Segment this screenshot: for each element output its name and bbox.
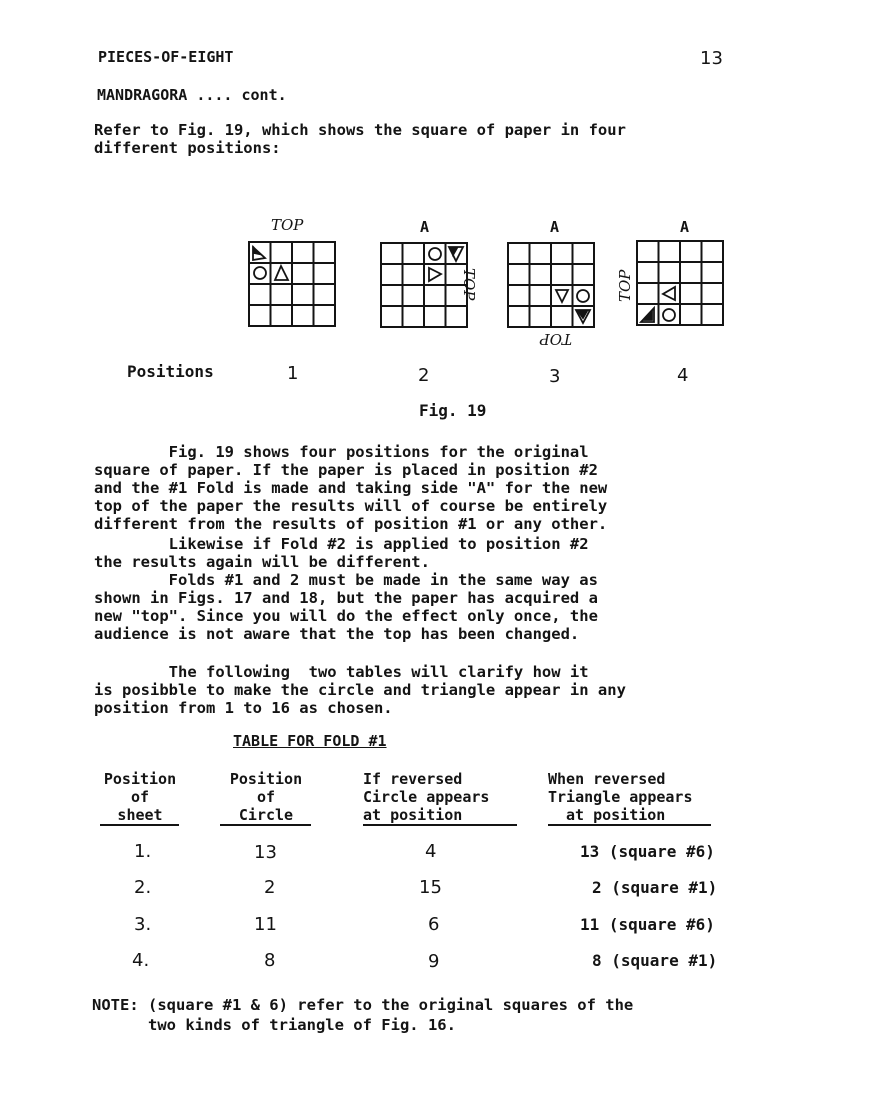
table-cell-sheet: 3. [134, 914, 152, 935]
circle-mark [577, 290, 589, 302]
text-line: square of paper. If the paper is placed in position #2 [94, 461, 598, 479]
text-line: audience is not aware that the top has been changed. [94, 625, 580, 643]
header-underline [548, 824, 711, 826]
section-title: MANDRAGORA .... cont. [97, 86, 287, 104]
position-number: 3 [549, 366, 561, 387]
header-underline [100, 824, 179, 826]
triangle-mark [641, 308, 654, 322]
text-line: the results again will be different. [94, 553, 430, 571]
table-cell-circle-reversed: 4 [425, 841, 437, 862]
table-cell-circle-reversed: 15 [419, 877, 442, 898]
circle-mark [254, 267, 266, 279]
top-label-2: A [420, 218, 430, 236]
table-cell-circle: 13 [254, 842, 277, 863]
text-line: Folds #1 and 2 must be made in the same way as [94, 571, 598, 589]
circle-mark [429, 248, 441, 260]
table-cell-triangle-reversed: 13 (square #6) [580, 842, 715, 861]
header-underline [363, 824, 517, 826]
position-number: 2 [418, 365, 430, 386]
triangle-mark [576, 310, 590, 323]
column-header-sheet: Position of sheet [103, 770, 177, 824]
circle-mark [663, 309, 675, 321]
running-title: PIECES-OF-EIGHT [98, 48, 234, 66]
bottom-top-label-3: TOP [539, 330, 572, 348]
square-position-2 [380, 242, 470, 330]
triangle-mark [556, 290, 568, 302]
table-cell-circle: 8 [264, 950, 276, 971]
table-cell-circle-reversed: 9 [428, 951, 440, 972]
text-line: different positions: [94, 139, 281, 157]
table-cell-circle: 11 [254, 914, 277, 935]
text-line: two kinds of triangle of Fig. 16. [92, 1016, 456, 1034]
column-header-circle-reversed: If reversed Circle appears at position [363, 770, 490, 824]
table-cell-triangle-reversed: 2 (square #1) [592, 878, 718, 897]
triangle-mark [429, 268, 441, 281]
text-line: NOTE: (square #1 & 6) refer to the original squares of the [92, 996, 634, 1014]
side-top-label-4: TOP [616, 269, 634, 302]
text-line: position from 1 to 16 as chosen. [94, 699, 393, 717]
table-cell-sheet: 1. [134, 841, 152, 862]
top-label-1: TOP [271, 216, 304, 234]
top-label-3: A [550, 218, 560, 236]
table-cell-circle: 2 [264, 877, 276, 898]
page-number: 13 [700, 48, 723, 69]
positions-label: Positions [127, 362, 214, 381]
square-position-3 [507, 242, 597, 330]
text-line: Refer to Fig. 19, which shows the square of paper in four [94, 121, 626, 139]
triangle-mark [275, 266, 288, 280]
side-top-label-2: TOP [460, 268, 478, 301]
position-number: 1 [287, 363, 299, 384]
table-cell-triangle-reversed: 8 (square #1) [592, 951, 718, 970]
figure-caption: Fig. 19 [419, 401, 487, 420]
header-underline [220, 824, 311, 826]
text-line: Fig. 19 shows four positions for the original [94, 443, 589, 461]
text-line: shown in Figs. 17 and 18, but the paper has acquired a [94, 589, 598, 607]
table-cell-sheet: 4. [132, 950, 150, 971]
text-line: top of the paper the results will of course be entirely [94, 497, 608, 515]
table-cell-circle-reversed: 6 [428, 914, 440, 935]
triangle-mark [449, 247, 463, 261]
table-cell-triangle-reversed: 11 (square #6) [580, 915, 715, 934]
text-line: and the #1 Fold is made and taking side "A" for the new [94, 479, 608, 497]
text-line: new "top". Since you will do the effect only once, the [94, 607, 598, 625]
text-line: different from the results of position #1 or any other. [94, 515, 608, 533]
text-line: The following two tables will clarify how it [94, 663, 589, 681]
triangle-mark [253, 247, 265, 260]
position-number: 4 [677, 365, 689, 386]
column-header-circle: Position of Circle [229, 770, 303, 824]
square-position-4 [636, 240, 726, 328]
square-position-1 [248, 241, 338, 329]
table-cell-sheet: 2. [134, 877, 152, 898]
column-header-triangle-reversed: When reversed Triangle appears at position [548, 770, 693, 824]
text-line: Likewise if Fold #2 is applied to position #2 [94, 535, 589, 553]
top-label-4: A [680, 218, 690, 236]
text-line: is posibble to make the circle and triangle appear in any [94, 681, 626, 699]
table-title: TABLE FOR FOLD #1 [233, 732, 387, 750]
triangle-mark [663, 287, 675, 300]
